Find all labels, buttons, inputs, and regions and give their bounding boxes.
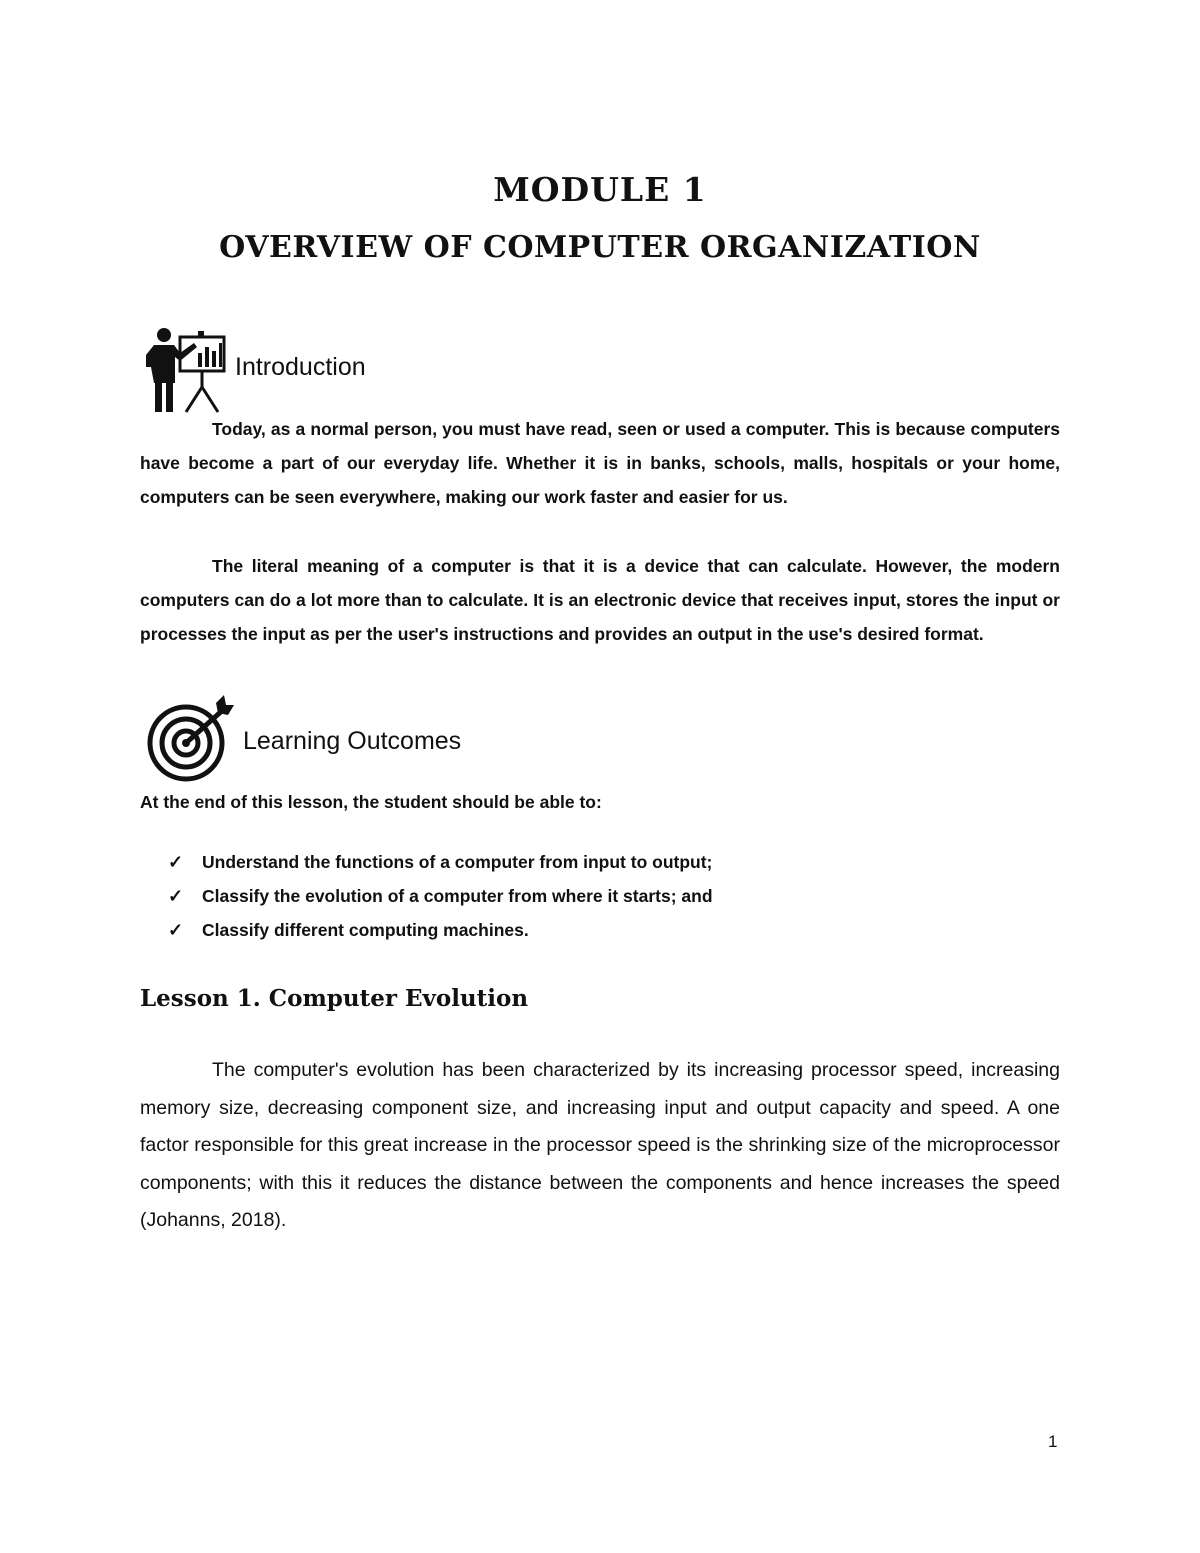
learning-outcomes-heading: Learning Outcomes bbox=[243, 727, 462, 755]
checkmark-icon: ✓ bbox=[168, 885, 184, 906]
outcomes-intro: At the end of this lesson, the student should be able to: bbox=[140, 792, 602, 812]
module-subtitle: OVERVIEW OF COMPUTER ORGANIZATION bbox=[219, 230, 981, 265]
module-title: MODULE 1 bbox=[493, 170, 707, 209]
intro-paragraph-2: The literal meaning of a computer is that it is a device that can calculate. However, the modern computers can do a lot more than to calculate. It is an electronic device that receives input, stores the input or processes the input as per the user's instructions and provides an output in the use's desired format. bbox=[140, 556, 1060, 644]
presenter-chart-icon bbox=[142, 327, 228, 415]
list-item: ✓ Understand the functions of a computer from input to output; bbox=[168, 851, 713, 872]
list-item: ✓ Classify the evolution of a computer from where it starts; and bbox=[168, 885, 713, 906]
checkmark-icon: ✓ bbox=[168, 851, 184, 872]
lesson-paragraph: The computer's evolution has been characterized by its increasing processor speed, increasing memory size, decreasing component size, and increasing input and output capacity and speed. A one factor responsible for this great increase in the processor speed is the shrinking size of the microprocessor components; with this it reduces the distance between the components and hence increases the speed (Johanns, 2018). bbox=[140, 1059, 1060, 1231]
outcomes-list bbox=[168, 845, 713, 947]
introduction-heading: Introduction bbox=[235, 353, 366, 381]
checkmark-icon: ✓ bbox=[168, 919, 184, 940]
lesson-title: Lesson 1. Computer Evolution bbox=[140, 985, 529, 1012]
intro-paragraph-1: Today, as a normal person, you must have read, seen or used a computer. This is because computers have become a part of our everyday life. Whether it is in banks, schools, malls, hospitals or your home, computers can be seen everywhere, making our work faster and easier for us. bbox=[140, 419, 1060, 507]
list-item: ✓ Classify different computing machines. bbox=[168, 919, 529, 940]
page-number: 1 bbox=[1048, 1432, 1058, 1451]
target-arrow-icon bbox=[142, 693, 238, 785]
